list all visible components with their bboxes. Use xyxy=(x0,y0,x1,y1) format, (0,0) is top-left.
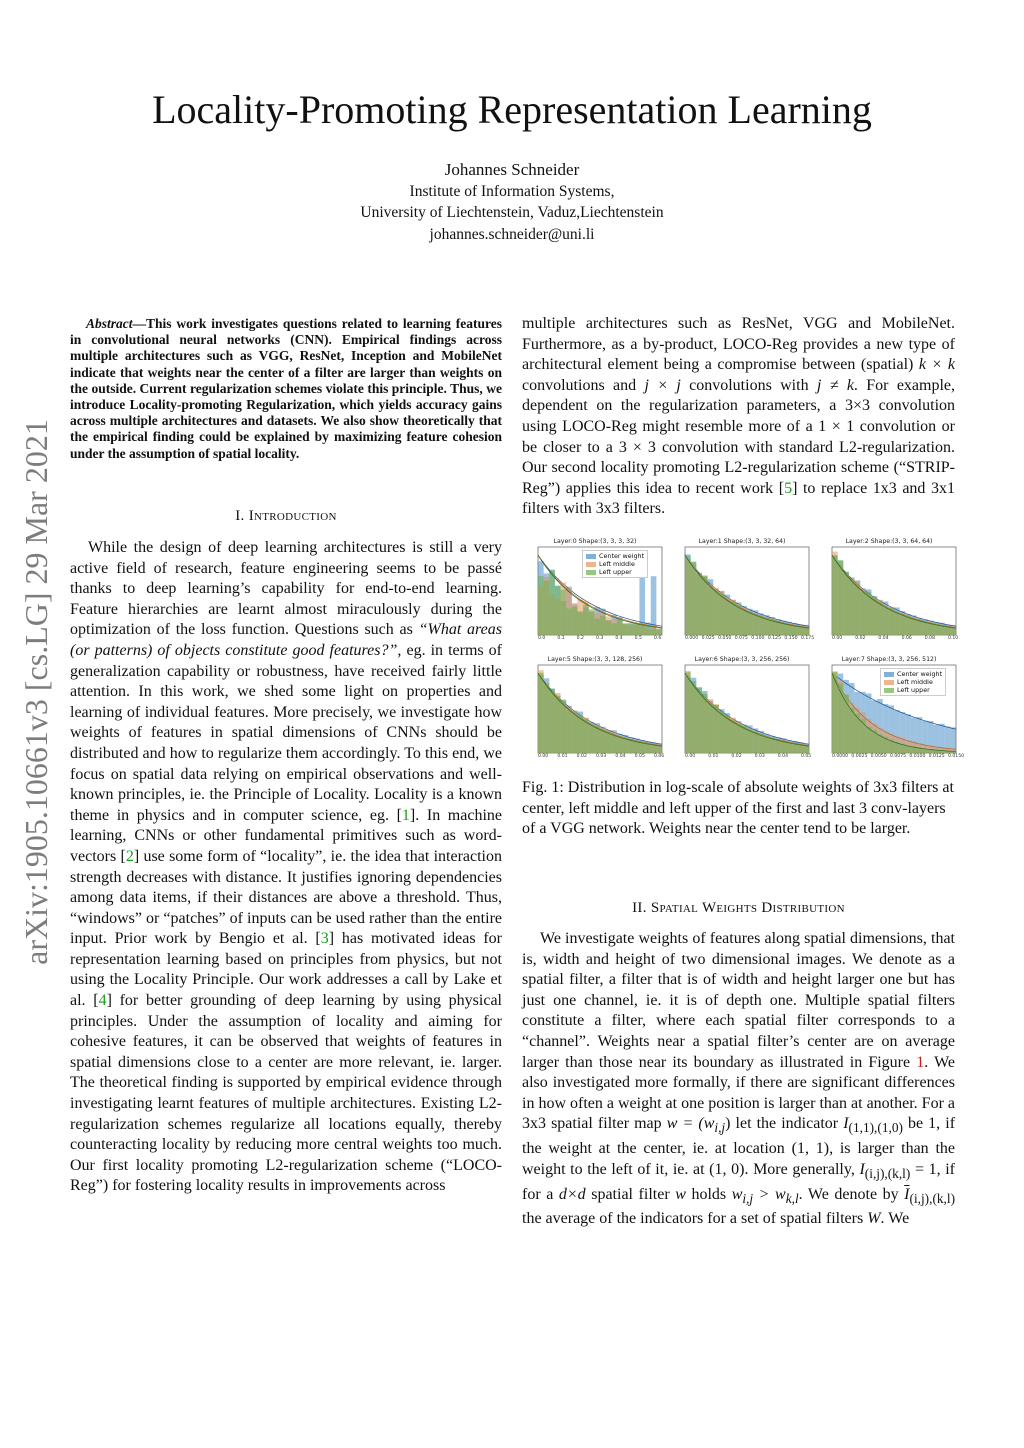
figure-label: Fig. 1: xyxy=(522,779,564,796)
upper-bar xyxy=(883,607,889,635)
x-tick-label: 0.02 xyxy=(855,636,866,641)
x-tick-label: 0.0050 xyxy=(870,754,887,759)
upper-bar xyxy=(843,572,849,635)
quoted-question: “What areas (or patterns) of objects constitute good features?” xyxy=(70,621,503,659)
upper-bar xyxy=(617,737,623,753)
upper-bar xyxy=(770,620,776,635)
legend-swatch xyxy=(884,672,894,677)
x-tick-label: 0.08 xyxy=(924,636,936,641)
upper-bar xyxy=(651,629,657,635)
upper-bar xyxy=(606,621,612,635)
x-tick-label: 0.03 xyxy=(596,754,607,759)
upper-bar xyxy=(628,739,634,753)
legend-label: Left middle xyxy=(897,678,933,686)
upper-bar xyxy=(600,616,606,635)
upper-bar xyxy=(544,683,550,753)
upper-bar xyxy=(781,623,787,635)
panel-title: Layer:6 Shape:(3, 3, 256, 256) xyxy=(694,656,790,663)
histogram-panel xyxy=(671,656,813,764)
section-number: I. xyxy=(235,508,245,524)
histogram-panel xyxy=(524,538,666,646)
upper-bar xyxy=(786,625,792,635)
x-tick-label: 0.04 xyxy=(777,754,789,759)
upper-bar xyxy=(730,721,736,753)
upper-bar xyxy=(866,727,872,753)
abstract-text: —This work investigates questions related to learning features in convolutional neural networks (CNN). Empirical findings across multiple architectures such as VGG, ResNet, Inception and MobileNet indicate that weights near the center of a filter are larger than weights on the outside. Current regularization schemes violate this principle. Thus, we introduce Locality-promoting Regularization, which yields accuracy gains across multiple architectures and datasets. We also show theoretically that the empirical finding could be explained by maximizing feature cohesion under the assumption of spatial locality. xyxy=(70,316,502,461)
x-tick-label: 0.075 xyxy=(734,636,748,641)
legend-entry xyxy=(884,678,942,686)
upper-bar xyxy=(549,570,555,635)
upper-bar xyxy=(617,619,623,635)
x-tick-label: 0.05 xyxy=(801,754,812,759)
introduction-body: While the design of deep learning architectures is still a very active field of research, feature engineering seems to be passé thanks to deep learning’s capability for end-to-end learning. Feature hierarchies are learnt almost miraculously during the optimization of the loss function. Questions such as “What areas (or patterns) of objects constitute good features?”, eg. in terms of generalization capability or robustness, have received fairly little attention. In this work, we shed some light on properties and learning of individual features. More precisely, we investigate how weights of features in spatial dimensions of CNNs should be distributed and how to regularize them accordingly. To this end, we focus on spatial data relying on empirical observations and well-known principles, ie. the Principle of Locality. Locality is a known theme in physics and in computer science, eg. [1]. In machine learning, CNNs or other fundamental primitives such as word-vectors [2] use some form of “locality”, ie. the idea that interaction strength decreases with distance. It justifies ignoring dependencies among data items, if their distances are above a threshold. Thus, “windows” or “patches” of inputs can be used rather than the entire input. Prior work by Bengio et al. [3] has motivated ideas for representation learning based on principles from physics, but not using the Locality Principle. Our work addresses a call by Lake et al. [4] for better grounding of deep learning by using physical principles. Under the assumption of locality and aiming for cohesive features, it can be observed that weights of features in spatial dimensions close to a center are more relevant, ie. larger. The theoretical finding is supported by empirical evidence through investigating learnt features of multiple architectures. Existing L2-regularization schemes regularize all locations equally, thereby counteracting locality by reducing more central weights too much. Our first locality promoting L2-regularization scheme (“LOCO-Reg”) for fostering locality results in improvements across xyxy=(70,539,503,1195)
upper-bar xyxy=(713,705,719,753)
upper-bar xyxy=(651,745,657,753)
histogram-plot xyxy=(524,656,666,764)
upper-bar xyxy=(917,621,923,635)
panel-title: Layer:2 Shape:(3, 3, 64, 64) xyxy=(845,538,933,545)
upper-bar xyxy=(945,627,951,635)
section-number: II. xyxy=(632,900,647,916)
legend-entry xyxy=(884,670,942,678)
upper-bar xyxy=(866,592,872,635)
citation-4[interactable]: 4 xyxy=(98,992,107,1010)
x-tick-label: 0.01 xyxy=(708,754,719,759)
x-tick-label: 0.0000 xyxy=(832,754,849,759)
panel-title: Layer:7 Shape:(3, 3, 256, 512) xyxy=(841,656,937,663)
upper-bar xyxy=(566,710,572,753)
x-tick-label: 0.100 xyxy=(751,636,765,641)
citation-3[interactable]: 3 xyxy=(320,930,329,948)
histogram-panel xyxy=(671,538,813,646)
upper-bar xyxy=(561,590,567,635)
histogram-panel xyxy=(818,656,965,764)
section-heading-introduction xyxy=(70,508,502,525)
histogram-panel xyxy=(818,538,960,646)
upper-bar xyxy=(849,708,855,753)
citation-1[interactable]: 1 xyxy=(401,806,410,824)
x-tick-label: 0.0025 xyxy=(851,754,868,759)
upper-bar xyxy=(741,610,747,635)
upper-bar xyxy=(639,742,645,753)
upper-bar xyxy=(792,625,798,635)
upper-bar xyxy=(589,724,595,753)
legend-entry xyxy=(586,568,644,576)
upper-bar xyxy=(691,681,697,753)
legend-entry xyxy=(586,552,644,560)
upper-bar xyxy=(656,629,662,635)
citation-5[interactable]: 5 xyxy=(784,479,793,497)
upper-bar xyxy=(730,602,736,635)
upper-bar xyxy=(911,619,917,635)
upper-bar xyxy=(639,625,645,635)
upper-bar xyxy=(775,740,781,753)
upper-bar xyxy=(696,687,702,753)
panel-title: Layer:0 Shape:(3, 3, 3, 32) xyxy=(553,538,637,545)
upper-bar xyxy=(786,743,792,753)
x-tick-label: 0.0100 xyxy=(909,754,926,759)
x-tick-label: 0.0 xyxy=(538,636,546,641)
upper-bar xyxy=(538,673,544,753)
figure-1 xyxy=(524,538,965,764)
x-tick-label: 0.6 xyxy=(654,636,662,641)
upper-bar xyxy=(724,600,730,635)
x-tick-label: 0.01 xyxy=(557,754,568,759)
legend-entry xyxy=(884,686,942,694)
upper-bar xyxy=(798,627,804,635)
upper-bar xyxy=(594,726,600,753)
figure-reference[interactable]: 1 xyxy=(916,1053,925,1071)
upper-bar xyxy=(764,736,770,753)
histogram-plot xyxy=(671,656,813,764)
upper-bar xyxy=(900,615,906,635)
x-tick-label: 0.00 xyxy=(685,754,696,759)
section-title: Introduction xyxy=(248,508,337,524)
upper-bar xyxy=(702,575,708,635)
upper-bar xyxy=(877,734,883,753)
legend-swatch xyxy=(586,562,596,567)
upper-bar xyxy=(583,720,589,753)
upper-bar xyxy=(708,704,714,753)
histogram-plot xyxy=(818,538,960,646)
upper-bar xyxy=(719,711,725,753)
histogram-plot xyxy=(671,538,813,646)
upper-bar xyxy=(832,555,838,635)
upper-bar xyxy=(577,715,583,753)
upper-bar xyxy=(855,585,861,635)
legend xyxy=(582,550,648,578)
upper-bar xyxy=(860,592,866,635)
x-tick-label: 0.04 xyxy=(878,636,889,641)
upper-bar xyxy=(781,742,787,753)
x-tick-label: 0.025 xyxy=(701,636,715,641)
paper-title: Locality-Promoting Representation Learning xyxy=(152,87,872,132)
upper-bar xyxy=(753,615,759,635)
panel-title: Layer:5 Shape:(3, 3, 128, 256) xyxy=(547,656,643,663)
upper-bar xyxy=(628,624,634,635)
upper-bar xyxy=(645,626,651,635)
upper-bar xyxy=(753,731,759,753)
upper-bar xyxy=(685,556,691,635)
section-title: Spatial Weights Distribution xyxy=(650,900,845,916)
upper-bar xyxy=(645,744,651,753)
x-tick-label: 0.3 xyxy=(596,636,604,641)
upper-bar xyxy=(708,587,714,635)
upper-bar xyxy=(561,701,567,753)
legend-swatch xyxy=(586,570,596,575)
x-tick-label: 0.02 xyxy=(576,754,587,759)
x-tick-label: 0.00 xyxy=(538,754,549,759)
upper-bar xyxy=(600,730,606,753)
upper-bar xyxy=(741,726,747,753)
author-name: Johannes Schneider xyxy=(444,160,580,179)
x-tick-label: 0.000 xyxy=(685,636,699,641)
upper-bar xyxy=(583,605,589,635)
upper-bar xyxy=(838,684,844,753)
upper-bar xyxy=(736,724,742,753)
upper-bar xyxy=(736,605,742,635)
x-tick-label: 0.4 xyxy=(615,636,623,641)
panel-title: Layer:1 Shape:(3, 3, 32, 64) xyxy=(698,538,786,545)
spatial-weights-body: We investigate weights of features along spatial dimensions, that is, width and height of two dimensional images. We denote as a spatial filter, a filter that is of width and height larger one but has just one channel, ie. it is of depth one. Multiple spatial filters constitute a filter, where each spatial filter corresponds to a “channel”. Weights near a spatial filter’s center are on average larger than those near its boundary as illustrated in Figure 1. We also investigated more formally, if there are significant differences in how often a weight at one position is larger than at another. For a 3x3 spatial filter map $w = (w_{i,j})$ let the indicator $I_{(1,1),(1,0)}$ be 1, if the weight at the center, ie. at location (1, 1), is larger than the weight to the left of it, ie. at (1, 0). More generally, $I_{(i,j),(k,l)} = 1$, if for a d×d spatial filter w holds $w_{i,j} > w_{k,l}$. We denote by $\overline{I}_{(i,j),(k,l)}$ the average of the indicators for a set of spatial filters W. We xyxy=(522,930,956,1228)
upper-bar xyxy=(634,741,640,753)
upper-bar xyxy=(606,731,612,753)
upper-bar xyxy=(549,689,555,753)
upper-bar xyxy=(566,608,572,635)
histogram-panel xyxy=(524,656,666,764)
x-tick-label: 0.125 xyxy=(767,636,781,641)
upper-bar xyxy=(843,695,849,753)
x-tick-label: 0.0125 xyxy=(928,754,945,759)
upper-bar xyxy=(922,622,928,635)
citation-2[interactable]: 2 xyxy=(125,847,134,865)
legend-label: Left middle xyxy=(599,560,635,568)
upper-bar xyxy=(691,562,697,635)
x-tick-label: 0.02 xyxy=(731,754,742,759)
upper-bar xyxy=(758,734,764,753)
upper-bar xyxy=(685,672,691,753)
abstract xyxy=(70,316,502,462)
upper-bar xyxy=(894,612,900,635)
legend-swatch xyxy=(884,688,894,693)
x-tick-label: 0.150 xyxy=(784,636,798,641)
author-email[interactable]: johannes.schneider@uni.li xyxy=(429,226,595,243)
x-tick-label: 0.10 xyxy=(948,636,959,641)
upper-bar xyxy=(877,602,883,635)
upper-bar xyxy=(702,694,708,753)
legend-label: Left upper xyxy=(897,686,930,694)
upper-bar xyxy=(803,746,809,753)
upper-bar xyxy=(611,735,617,753)
upper-bar xyxy=(713,592,719,635)
figure-caption: Fig. 1: Distribution in log-scale of absolute weights of 3x3 filters at center, left middle and left upper of the first and last 3 conv-layers of a VGG network. Weights near the center tend to be larger. xyxy=(522,779,954,838)
x-tick-label: 0.00 xyxy=(832,636,843,641)
upper-bar xyxy=(871,597,877,635)
x-tick-label: 0.050 xyxy=(718,636,732,641)
arxiv-identifier: arXiv:1905.10661v3 [cs.LG] 29 Mar 2021 xyxy=(18,419,54,965)
upper-bar xyxy=(939,626,945,635)
legend-entry xyxy=(586,560,644,568)
upper-bar xyxy=(747,730,753,753)
x-tick-label: 0.0075 xyxy=(890,754,907,759)
x-tick-label: 0.175 xyxy=(801,636,815,641)
x-tick-label: 0.06 xyxy=(654,754,665,759)
upper-bar xyxy=(623,738,629,753)
legend-label: Center weight xyxy=(599,552,645,560)
upper-bar xyxy=(572,607,578,635)
upper-bar xyxy=(798,745,804,753)
x-tick-label: 0.5 xyxy=(634,636,642,641)
upper-bar xyxy=(696,574,702,635)
section-heading-spatial-weights xyxy=(522,900,955,917)
legend-swatch xyxy=(586,554,596,559)
upper-bar xyxy=(888,608,894,635)
upper-bar xyxy=(572,713,578,753)
upper-bar xyxy=(577,612,583,635)
legend-swatch xyxy=(884,680,894,685)
legend-label: Center weight xyxy=(897,670,943,678)
upper-bar xyxy=(849,579,855,635)
x-tick-label: 0.03 xyxy=(754,754,765,759)
upper-bar xyxy=(555,586,561,635)
upper-bar xyxy=(544,581,550,635)
x-tick-label: 0.0150 xyxy=(948,754,965,759)
upper-bar xyxy=(594,619,600,635)
upper-bar xyxy=(611,623,617,635)
upper-bar xyxy=(860,719,866,753)
upper-bar xyxy=(719,594,725,635)
upper-bar xyxy=(792,744,798,753)
upper-bar xyxy=(656,745,662,753)
legend-label: Left upper xyxy=(599,568,632,576)
x-tick-label: 0.05 xyxy=(634,754,645,759)
upper-bar xyxy=(538,576,544,635)
author-affiliation-1: Institute of Information Systems, xyxy=(409,183,615,200)
abstract-label: Abstract xyxy=(86,316,133,331)
legend xyxy=(880,668,946,696)
upper-bar xyxy=(724,716,730,753)
author-affiliation-2: University of Liechtenstein, Vaduz,Liechtenstein xyxy=(360,204,664,221)
column2-intro-continued: multiple architectures such as ResNet, VGG and MobileNet. Furthermore, as a by-product, LOCO-Reg provides a new type of architectural element being a compromise between (spatial) k × k convolutions and j × j convolutions with j ≠ k. For example, dependent on the regularization parameters, a 3×3 convolution using LOCO-Reg might resemble more of a 1 × 1 convolution or be closer to a 3 × 3 convolution with standard L2-regularization. Our second locality promoting L2-regularization scheme (“STRIP-Reg”) applies this idea to recent work [5] to replace 1x3 and 3x1 filters with 3x3 filters. xyxy=(522,315,956,518)
upper-bar xyxy=(838,560,844,635)
upper-bar xyxy=(803,628,809,635)
x-tick-label: 0.2 xyxy=(576,636,584,641)
x-tick-label: 0.04 xyxy=(615,754,626,759)
x-tick-label: 0.1 xyxy=(557,636,565,641)
upper-bar xyxy=(758,616,764,635)
upper-bar xyxy=(747,612,753,635)
upper-bar xyxy=(555,696,561,753)
x-tick-label: 0.06 xyxy=(901,636,912,641)
upper-bar xyxy=(634,623,640,635)
upper-bar xyxy=(623,623,629,635)
upper-bar xyxy=(589,609,595,635)
